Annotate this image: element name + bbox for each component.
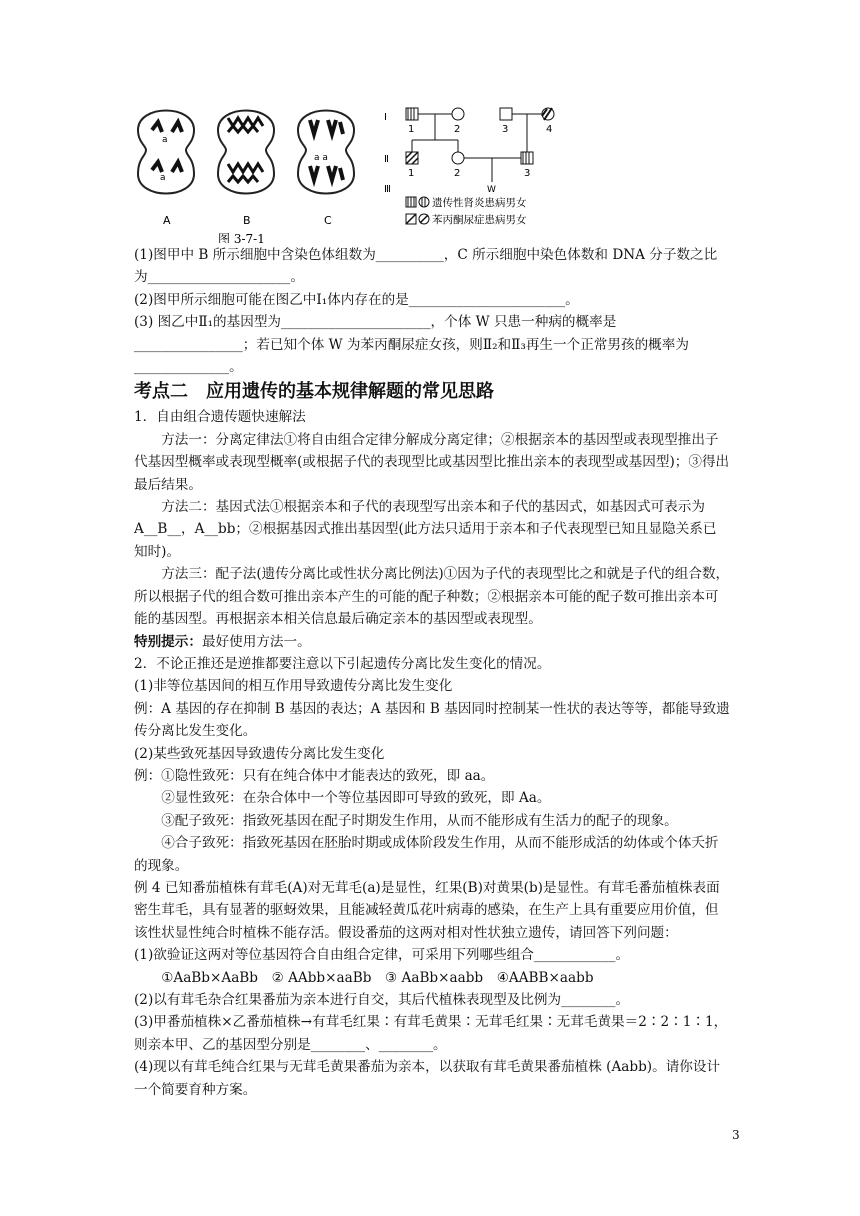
cell-label-b: B xyxy=(243,214,251,227)
method-1: 方法一：分离定律法①将自由组合定律分解成分离定律；②根据亲本的基因型或表现型推出子代基因型概率或表现型概率(或根据子代的表现型比或基因型比推出亲本的表现型或基因型)；③得出最后结果。 xyxy=(134,431,730,493)
example-4-q1-options: ①AaBb×AaBb ② AAbb×aaBb ③ AaBb×aabb ④AABB×aabb xyxy=(161,969,594,986)
section-heading: 考点二 应用遗传的基本规律解题的常见思路 xyxy=(134,381,494,403)
lethal-2: ②显性致死：在杂合体中一个等位基因即可导致的致死，即 Aa。 xyxy=(161,790,551,807)
cell-c-diagram xyxy=(298,111,354,194)
cell-label-a: A xyxy=(163,214,171,227)
lethal-3: ③配子致死：指致死基因在配子时期发生作用，从而不能形成有生活力的配子的现象。 xyxy=(161,812,678,829)
tip-label: 特别提示： xyxy=(134,633,202,650)
lethal-4: ④合子致死：指致死基因在胚胎时期或成体阶段发生作用，从而不能形成活的幼体或个体夭折的现象。 xyxy=(134,835,719,874)
page-number: 3 xyxy=(732,1128,740,1142)
gen2-individual-2: 2 xyxy=(454,168,461,179)
legend-nephritis: 遗传性肾炎患病男女 xyxy=(432,197,527,209)
special-tip xyxy=(134,631,730,653)
gen1-individual-3: 3 xyxy=(502,124,509,135)
example-4-q1: (1)欲验证这两对等位基因符合自由组合定律，可采用下列哪些组合____________。 xyxy=(134,947,630,964)
cell-a-inner-label-2: a xyxy=(160,173,166,183)
generation-2-label: Ⅱ xyxy=(384,154,389,165)
gen1-individual-4: 4 xyxy=(546,124,553,135)
question-1: (1)图甲中 B 所示细胞中含染色体组数为__________，C 所示细胞中染色体数和 DNA 分子数之比为_____________________。 xyxy=(134,247,718,286)
subsection-2: 2．不论正推还是逆推都要注意以下引起遗传分离比发生变化的情况。 xyxy=(134,655,551,672)
method-2: 方法二：基因式法①根据亲本和子代的表现型写出亲本和子代的基因式，如基因式可表示为 A__B__，A__bb；②根据基因式推出基因型(此方法只适用于亲本和子代表现型已知且显隐关系已知时)。 xyxy=(134,499,717,560)
method-3: 方法三：配子法(遗传分离比或性状分离比例法)①因为子代的表现型比之和就是子代的组合数，所以根据子代的组合数可推出亲本产生的可能的配子种数；②根据亲本可能的配子数可推出亲本可能的基因型。再根据亲本相关信息最后确定亲本的基因型或表现型。 xyxy=(134,566,730,628)
example-4-q2: (2)以有茸毛杂合红果番茄为亲本进行自交，其后代植株表现型及比例为________。 xyxy=(134,992,630,1008)
figure-3-7-1 xyxy=(128,98,598,243)
figure-caption: 图 3-7-1 xyxy=(218,232,265,243)
example-4: 例 4 已知番茄植株有茸毛(A)对无茸毛(a)是显性，红果(B)对黄果(b)是显性。有茸毛番茄植株表面密生茸毛，具有显著的驱蚜效果，且能减轻黄瓜花叶病毒的感染，在生产上具有重要应用价值，但该性状显性纯合时植株不能存活。假设番茄的这两对相对性状独立遗传，请回答下列问题： xyxy=(134,879,720,941)
cell-a-diagram xyxy=(138,111,194,194)
pedigree-chart xyxy=(384,108,554,226)
example-4-q4: (4)现以有茸毛纯合红果与无茸毛黄果番茄为亲本，以获取有茸毛黄果番茄植株 (Aabb)。请你设计一个简要育种方案。 xyxy=(134,1059,721,1098)
tip-text: 最好使用方法一。 xyxy=(201,633,311,650)
subsection-2-1-example: 例：A 基因的存在抑制 B 基因的表达；A 基因和 B 基因同时控制某一性状的表达等等，都能导致遗传分离比发生变化。 xyxy=(134,700,730,740)
question-3: (3) 图乙中Ⅱ₁的基因型为______________________，个体 W 只患一种病的概率是________________；若已知个体 W 为苯丙酮尿症女孩，则Ⅱ₂和Ⅱ₃再生一个正常男孩的概率为______________。 xyxy=(134,314,689,376)
question-2: (2)图甲所示细胞可能在图乙中Ⅰ₁体内存在的是_______________________。 xyxy=(134,291,579,308)
cell-label-c: C xyxy=(324,214,332,227)
gen1-individual-2: 2 xyxy=(454,124,461,135)
cell-b-diagram xyxy=(218,111,274,194)
generation-1-label: Ⅰ xyxy=(384,112,387,123)
legend-pku: 苯丙酮尿症患病男女 xyxy=(432,214,527,226)
subsection-1: 1．自由组合遗传题快速解法 xyxy=(134,409,306,426)
gen1-individual-1: 1 xyxy=(408,124,415,135)
subsection-2-2: (2)某些致死基因导致遗传分离比发生变化 xyxy=(134,745,385,762)
gen2-individual-3: 3 xyxy=(524,168,531,179)
subsection-2-1: (1)非等位基因间的相互作用导致遗传分离比发生变化 xyxy=(134,678,453,695)
generation-3-label: Ⅲ xyxy=(384,184,391,195)
gen2-individual-1: 1 xyxy=(408,168,415,179)
cell-c-inner-label: a a xyxy=(314,153,328,163)
cell-a-inner-label-1: a xyxy=(162,135,168,145)
body-text xyxy=(134,244,730,1101)
lethal-1: 例：①隐性致死：只有在纯合体中才能表达的致死，即 aa。 xyxy=(134,767,495,784)
individual-w-label: W xyxy=(487,185,496,195)
example-4-q3: (3)甲番茄植株×乙番茄植株→有茸毛红果∶有茸毛黄果∶无茸毛红果∶无茸毛黄果＝2∶2∶1∶1，则亲本甲、乙的基因型分别是________、________。 xyxy=(134,1014,728,1053)
